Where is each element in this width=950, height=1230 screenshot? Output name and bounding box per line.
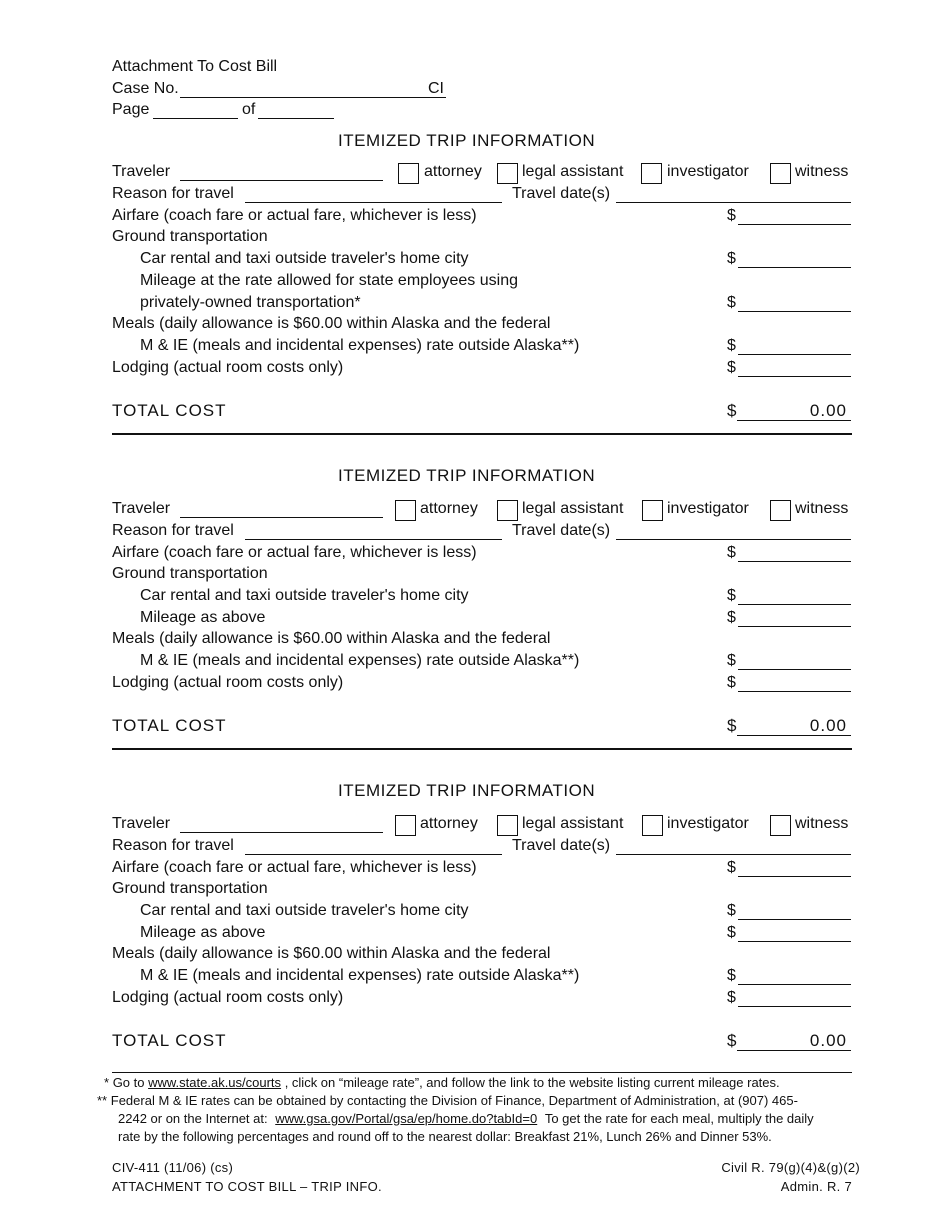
- section-3-investigator-checkbox[interactable]: [642, 815, 663, 836]
- section-3-car-rental-label: Car rental and taxi outside traveler's home city: [140, 902, 469, 919]
- admin-rule: Admin. R. 7: [780, 1179, 852, 1194]
- section-3-witness-checkbox[interactable]: [770, 815, 791, 836]
- section-3-total-amount[interactable]: 0.00: [737, 1031, 851, 1051]
- section-3-airfare-amount-field[interactable]: [738, 858, 851, 877]
- section-3-legal-assistant-checkbox[interactable]: [497, 815, 518, 836]
- section-1-witness-checkbox[interactable]: [770, 163, 791, 184]
- section-2-divider: [112, 748, 852, 750]
- section-3-car-rental-dollar-sign: $: [727, 902, 736, 919]
- section-2-meals-dollar-sign: $: [727, 652, 736, 669]
- section-2-investigator-checkbox[interactable]: [642, 500, 663, 521]
- section-2-meals-label-b: M & IE (meals and incidental expenses) rate outside Alaska**): [140, 652, 580, 669]
- section-1-lodging-label: Lodging (actual room costs only): [112, 359, 344, 376]
- section-2-legal-assistant-checkbox[interactable]: [497, 500, 518, 521]
- footnote-2-line-2: [118, 1110, 814, 1128]
- section-2-airfare-dollar-sign: $: [727, 544, 736, 561]
- civil-rule: Civil R. 79(g)(4)&(g)(2): [721, 1160, 860, 1175]
- section-1-attorney-checkbox[interactable]: [398, 163, 419, 184]
- section-2-travel-dates-label: Travel date(s): [512, 522, 611, 539]
- section-3-mileage-dollar-sign: $: [727, 924, 736, 941]
- section-2-lodging-label: Lodging (actual room costs only): [112, 674, 344, 691]
- courts-link[interactable]: www.state.ak.us/courts: [148, 1075, 282, 1090]
- form-id: CIV-411 (11/06) (cs): [112, 1160, 234, 1175]
- section-1-traveler-field[interactable]: [180, 162, 383, 181]
- section-1-meals-amount-field[interactable]: [738, 336, 851, 355]
- page-of-label: of: [242, 101, 256, 118]
- section-3-traveler-label: Traveler: [112, 815, 171, 832]
- section-2-total-dollar-sign: $: [727, 716, 738, 735]
- section-2-car-rental-amount-field[interactable]: [738, 586, 851, 605]
- section-2-reason-label: Reason for travel: [112, 522, 234, 539]
- section-2-witness-label: witness: [795, 500, 849, 517]
- section-2-investigator-label: investigator: [667, 500, 749, 517]
- section-2-traveler-field[interactable]: [180, 499, 383, 518]
- section-1-total-label: TOTAL COST: [112, 401, 227, 420]
- section-2-mileage-label: Mileage as above: [140, 609, 266, 626]
- footnote-2-text-1: Federal M & IE rates can be obtained by contacting the Division of Finance, Department of Administration, at (907) 465-: [110, 1093, 798, 1108]
- section-3-meals-label-b: M & IE (meals and incidental expenses) rate outside Alaska**): [140, 967, 580, 984]
- footnote-1-mark: *: [104, 1075, 110, 1090]
- section-1-meals-label-b: M & IE (meals and incidental expenses) rate outside Alaska**): [140, 337, 580, 354]
- section-1-divider: [112, 433, 852, 435]
- section-2-mileage-dollar-sign: $: [727, 609, 736, 626]
- section-2-attorney-label: attorney: [420, 500, 478, 517]
- section-3-meals-amount-field[interactable]: [738, 966, 851, 985]
- section-1-travel-dates-field[interactable]: [616, 184, 851, 203]
- section-3-reason-field[interactable]: [245, 836, 502, 855]
- page-label: Page: [112, 101, 150, 118]
- footnote-1: [104, 1074, 780, 1092]
- case-number-suffix: CI: [428, 80, 444, 97]
- section-3-total-dollar-sign: $: [727, 1031, 738, 1050]
- section-1-meals-label-a: Meals (daily allowance is $60.00 within Alaska and the federal: [112, 315, 551, 332]
- footnote-2-line-3: rate by the following percentages and round off to the nearest dollar: Breakfast 21%, Lunch 26% and Dinner 53%.: [118, 1129, 772, 1144]
- section-1-investigator-label: investigator: [667, 163, 749, 180]
- section-3-meals-label-a: Meals (daily allowance is $60.00 within Alaska and the federal: [112, 945, 551, 962]
- footnote-2-mark: **: [97, 1093, 108, 1108]
- section-3-lodging-label: Lodging (actual room costs only): [112, 989, 344, 1006]
- section-2-total-label: TOTAL COST: [112, 716, 227, 735]
- section-1-airfare-amount-field[interactable]: [738, 206, 851, 225]
- section-2-meals-label-a: Meals (daily allowance is $60.00 within Alaska and the federal: [112, 630, 551, 647]
- section-3-lodging-amount-field[interactable]: [738, 988, 851, 1007]
- section-1-reason-field[interactable]: [245, 184, 502, 203]
- section-3-travel-dates-label: Travel date(s): [512, 837, 611, 854]
- attachment-heading: Attachment To Cost Bill: [112, 58, 278, 75]
- footnote-2-text-2-pre: 2242 or on the Internet at:: [118, 1111, 268, 1126]
- section-3-airfare-dollar-sign: $: [727, 859, 736, 876]
- section-3-title: ITEMIZED TRIP INFORMATION: [338, 781, 596, 800]
- section-2-airfare-label: Airfare (coach fare or actual fare, whichever is less): [112, 544, 477, 561]
- section-1-car-rental-dollar-sign: $: [727, 250, 736, 267]
- form-title: ATTACHMENT TO COST BILL – TRIP INFO.: [112, 1179, 382, 1194]
- section-1-attorney-label: attorney: [424, 163, 482, 180]
- section-1-legal-assistant-label: legal assistant: [522, 163, 624, 180]
- section-2-car-rental-label: Car rental and taxi outside traveler's home city: [140, 587, 469, 604]
- section-3-ground-label: Ground transportation: [112, 880, 268, 897]
- section-3-total-label: TOTAL COST: [112, 1031, 227, 1050]
- section-1-ground-label: Ground transportation: [112, 228, 268, 245]
- section-2-airfare-amount-field[interactable]: [738, 543, 851, 562]
- section-1-mileage-dollar-sign: $: [727, 294, 736, 311]
- section-1-lodging-amount-field[interactable]: [738, 358, 851, 377]
- section-2-title: ITEMIZED TRIP INFORMATION: [338, 466, 596, 485]
- section-3-reason-label: Reason for travel: [112, 837, 234, 854]
- section-2-mileage-amount-field[interactable]: [738, 608, 851, 627]
- section-1-lodging-dollar-sign: $: [727, 359, 736, 376]
- section-1-travel-dates-label: Travel date(s): [512, 185, 611, 202]
- page-total-field[interactable]: [258, 100, 334, 119]
- section-1-investigator-checkbox[interactable]: [641, 163, 662, 184]
- section-3-attorney-label: attorney: [420, 815, 478, 832]
- section-1-mileage-label-a: Mileage at the rate allowed for state employees using: [140, 272, 518, 289]
- gsa-link[interactable]: www.gsa.gov/Portal/gsa/ep/home.do?tabId=0: [275, 1111, 538, 1126]
- section-1-meals-dollar-sign: $: [727, 337, 736, 354]
- section-2-reason-field[interactable]: [245, 521, 502, 540]
- section-3-mileage-label: Mileage as above: [140, 924, 266, 941]
- case-number-field[interactable]: [180, 79, 446, 98]
- section-2-ground-label: Ground transportation: [112, 565, 268, 582]
- section-2-witness-checkbox[interactable]: [770, 500, 791, 521]
- section-3-traveler-field[interactable]: [180, 814, 383, 833]
- section-1-car-rental-amount-field[interactable]: [738, 249, 851, 268]
- section-2-legal-assistant-label: legal assistant: [522, 500, 624, 517]
- section-3-car-rental-amount-field[interactable]: [738, 901, 851, 920]
- case-number-label: Case No.: [112, 80, 179, 97]
- section-3-meals-dollar-sign: $: [727, 967, 736, 984]
- page-number-field[interactable]: [153, 100, 238, 119]
- section-1-total-amount[interactable]: 0.00: [737, 401, 851, 421]
- section-1-legal-assistant-checkbox[interactable]: [497, 163, 518, 184]
- section-2-travel-dates-field[interactable]: [616, 521, 851, 540]
- section-2-traveler-label: Traveler: [112, 500, 171, 517]
- footnote-2-line-1: [97, 1092, 798, 1110]
- section-1-reason-label: Reason for travel: [112, 185, 234, 202]
- section-3-airfare-label: Airfare (coach fare or actual fare, whichever is less): [112, 859, 477, 876]
- section-1-total-dollar-sign: $: [727, 401, 738, 420]
- section-2-car-rental-dollar-sign: $: [727, 587, 736, 604]
- section-1-mileage-amount-field[interactable]: [738, 293, 851, 312]
- section-3-witness-label: witness: [795, 815, 849, 832]
- section-1-traveler-label: Traveler: [112, 163, 171, 180]
- section-2-lodging-amount-field[interactable]: [738, 673, 851, 692]
- section-2-lodging-dollar-sign: $: [727, 674, 736, 691]
- section-3-legal-assistant-label: legal assistant: [522, 815, 624, 832]
- footnote-1-pre: Go to: [112, 1075, 145, 1090]
- section-1-title: ITEMIZED TRIP INFORMATION: [338, 131, 596, 150]
- footnote-2-text-2-post: To get the rate for each meal, multiply the daily: [544, 1111, 814, 1126]
- section-1-car-rental-label: Car rental and taxi outside traveler's home city: [140, 250, 469, 267]
- section-2-total-amount[interactable]: 0.00: [737, 716, 851, 736]
- section-2-attorney-checkbox[interactable]: [395, 500, 416, 521]
- section-2-meals-amount-field[interactable]: [738, 651, 851, 670]
- section-1-witness-label: witness: [795, 163, 849, 180]
- section-3-mileage-amount-field[interactable]: [738, 923, 851, 942]
- section-3-investigator-label: investigator: [667, 815, 749, 832]
- section-1-airfare-dollar-sign: $: [727, 207, 736, 224]
- section-1-mileage-label-b: privately-owned transportation*: [140, 294, 361, 311]
- section-3-travel-dates-field[interactable]: [616, 836, 851, 855]
- footnote-1-post: , click on “mileage rate”, and follow the link to the website listing current mileage rates.: [284, 1075, 780, 1090]
- section-3-lodging-dollar-sign: $: [727, 989, 736, 1006]
- footnote-divider: [112, 1072, 852, 1073]
- section-1-airfare-label: Airfare (coach fare or actual fare, whichever is less): [112, 207, 477, 224]
- section-3-attorney-checkbox[interactable]: [395, 815, 416, 836]
